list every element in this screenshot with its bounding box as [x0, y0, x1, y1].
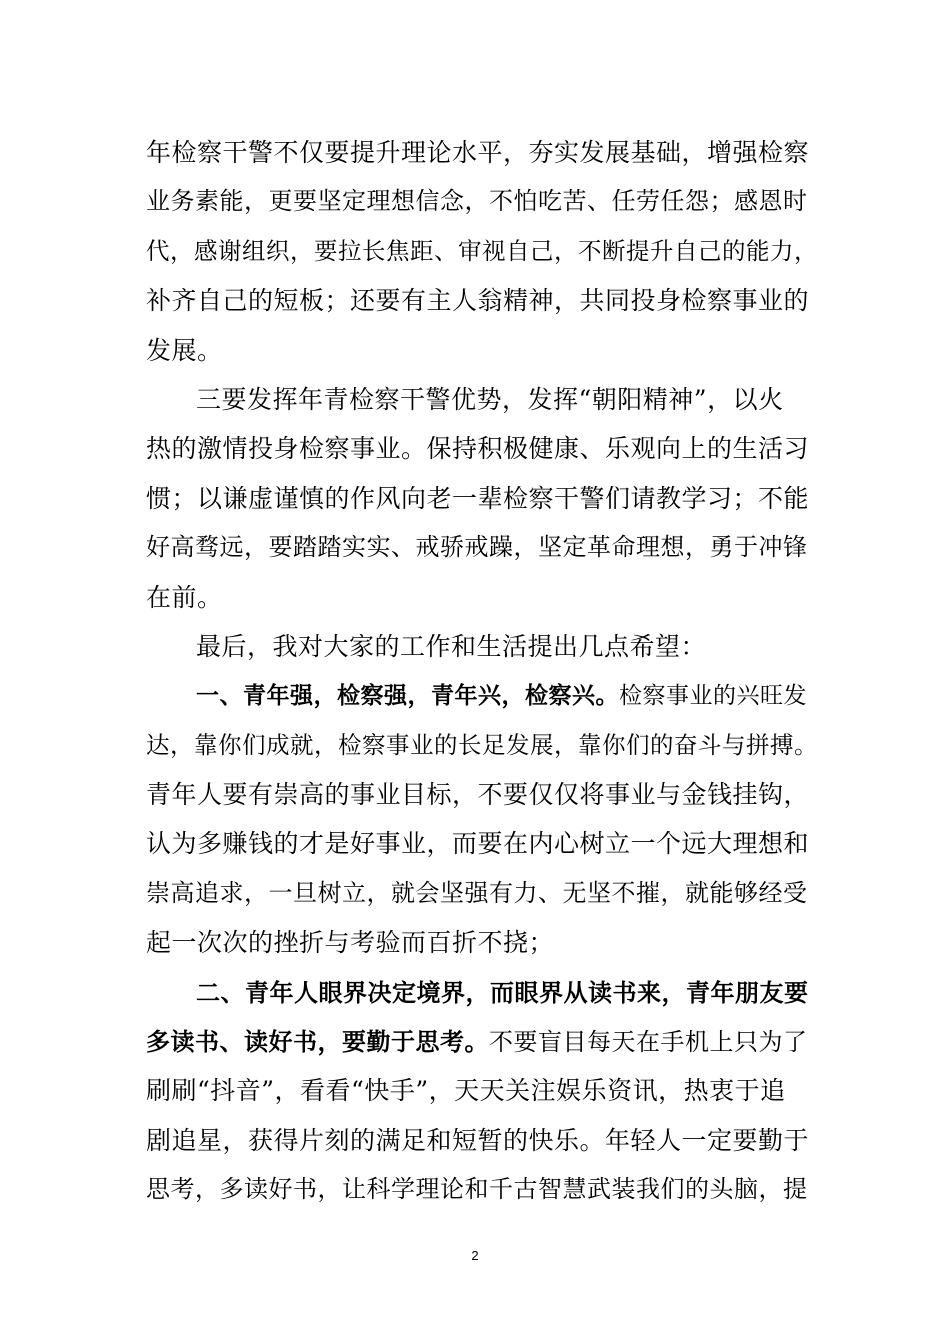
text-line	[146, 968, 818, 1017]
text-line: 崇高追求，一旦树立，就会坚强有力、无坚不摧，就能够经受	[146, 878, 808, 907]
text-line: 业务素能，更要坚定理想信念，不怕吃苦、任劳任怨；感恩时	[146, 187, 808, 216]
section-heading: 多读书、读好书，要勤于思考。	[146, 1027, 489, 1057]
text-line: 热的激情投身检察事业。保持积极健康、乐观向上的生活习	[146, 434, 810, 464]
text-line: 起一次次的挫折与考验而百折不挠；	[146, 928, 555, 958]
section-heading: 一、青年强，检察强，青年兴，检察兴。	[196, 682, 619, 710]
text-line: 年检察干警不仅要提升理论水平，夯实发展基础，增强检察	[146, 138, 810, 167]
text-line: 青年人要有崇高的事业目标，不要仅仅将事业与金钱挂钩，	[146, 780, 810, 810]
page-number: 2	[471, 1248, 479, 1263]
text-line: 好高骛远，要踏踏实实、戒骄戒躁，坚定革命理想，勇于冲锋	[146, 533, 808, 562]
text-line: 认为多赚钱的才是好事业，而要在内心树立一个远大理想和	[146, 829, 810, 859]
text-line: 达，靠你们成就，检察事业的长足发展，靠你们的奋斗与拼搏。	[146, 730, 818, 759]
text-line: 在前。	[146, 582, 223, 612]
text-line: 发展。	[146, 335, 223, 365]
text-line: 惯；以谦虚谨慎的作风向老一辈检察干警们请教学习；不能	[146, 483, 810, 513]
text-line: 多读书、读好书，要勤于思考。不要盲目每天在手机上只为了	[146, 1027, 808, 1057]
text-line: 最后，我对大家的工作和生活提出几点希望：	[196, 631, 707, 661]
text-line: 剧追星，获得片刻的满足和短暂的快乐。年轻人一定要勤于	[146, 1125, 810, 1155]
section-heading: 二、青年人眼界决定境界，而眼界从读书来，青年朋友要	[196, 977, 809, 1007]
text-line: 刷刷“抖音”，看看“快手”，天天关注娱乐资讯，热衷于追	[146, 1076, 786, 1106]
text-line: 三要发挥年青检察干警优势，发挥“朝阳精神”，以火	[196, 384, 784, 414]
text-line: 代，感谢组织，要拉长焦距、审视自己，不断提升自己的能力，	[146, 236, 818, 265]
text-line: 思考，多读好书，让科学理论和千古智慧武装我们的头脑，提	[146, 1175, 808, 1204]
body-text	[146, 128, 818, 1215]
text-line: 补齐自己的短板；还要有主人翁精神，共同投身检察事业的	[146, 286, 810, 316]
text-line: 一、青年强，检察强，青年兴，检察兴。检察事业的兴旺发	[196, 682, 807, 710]
